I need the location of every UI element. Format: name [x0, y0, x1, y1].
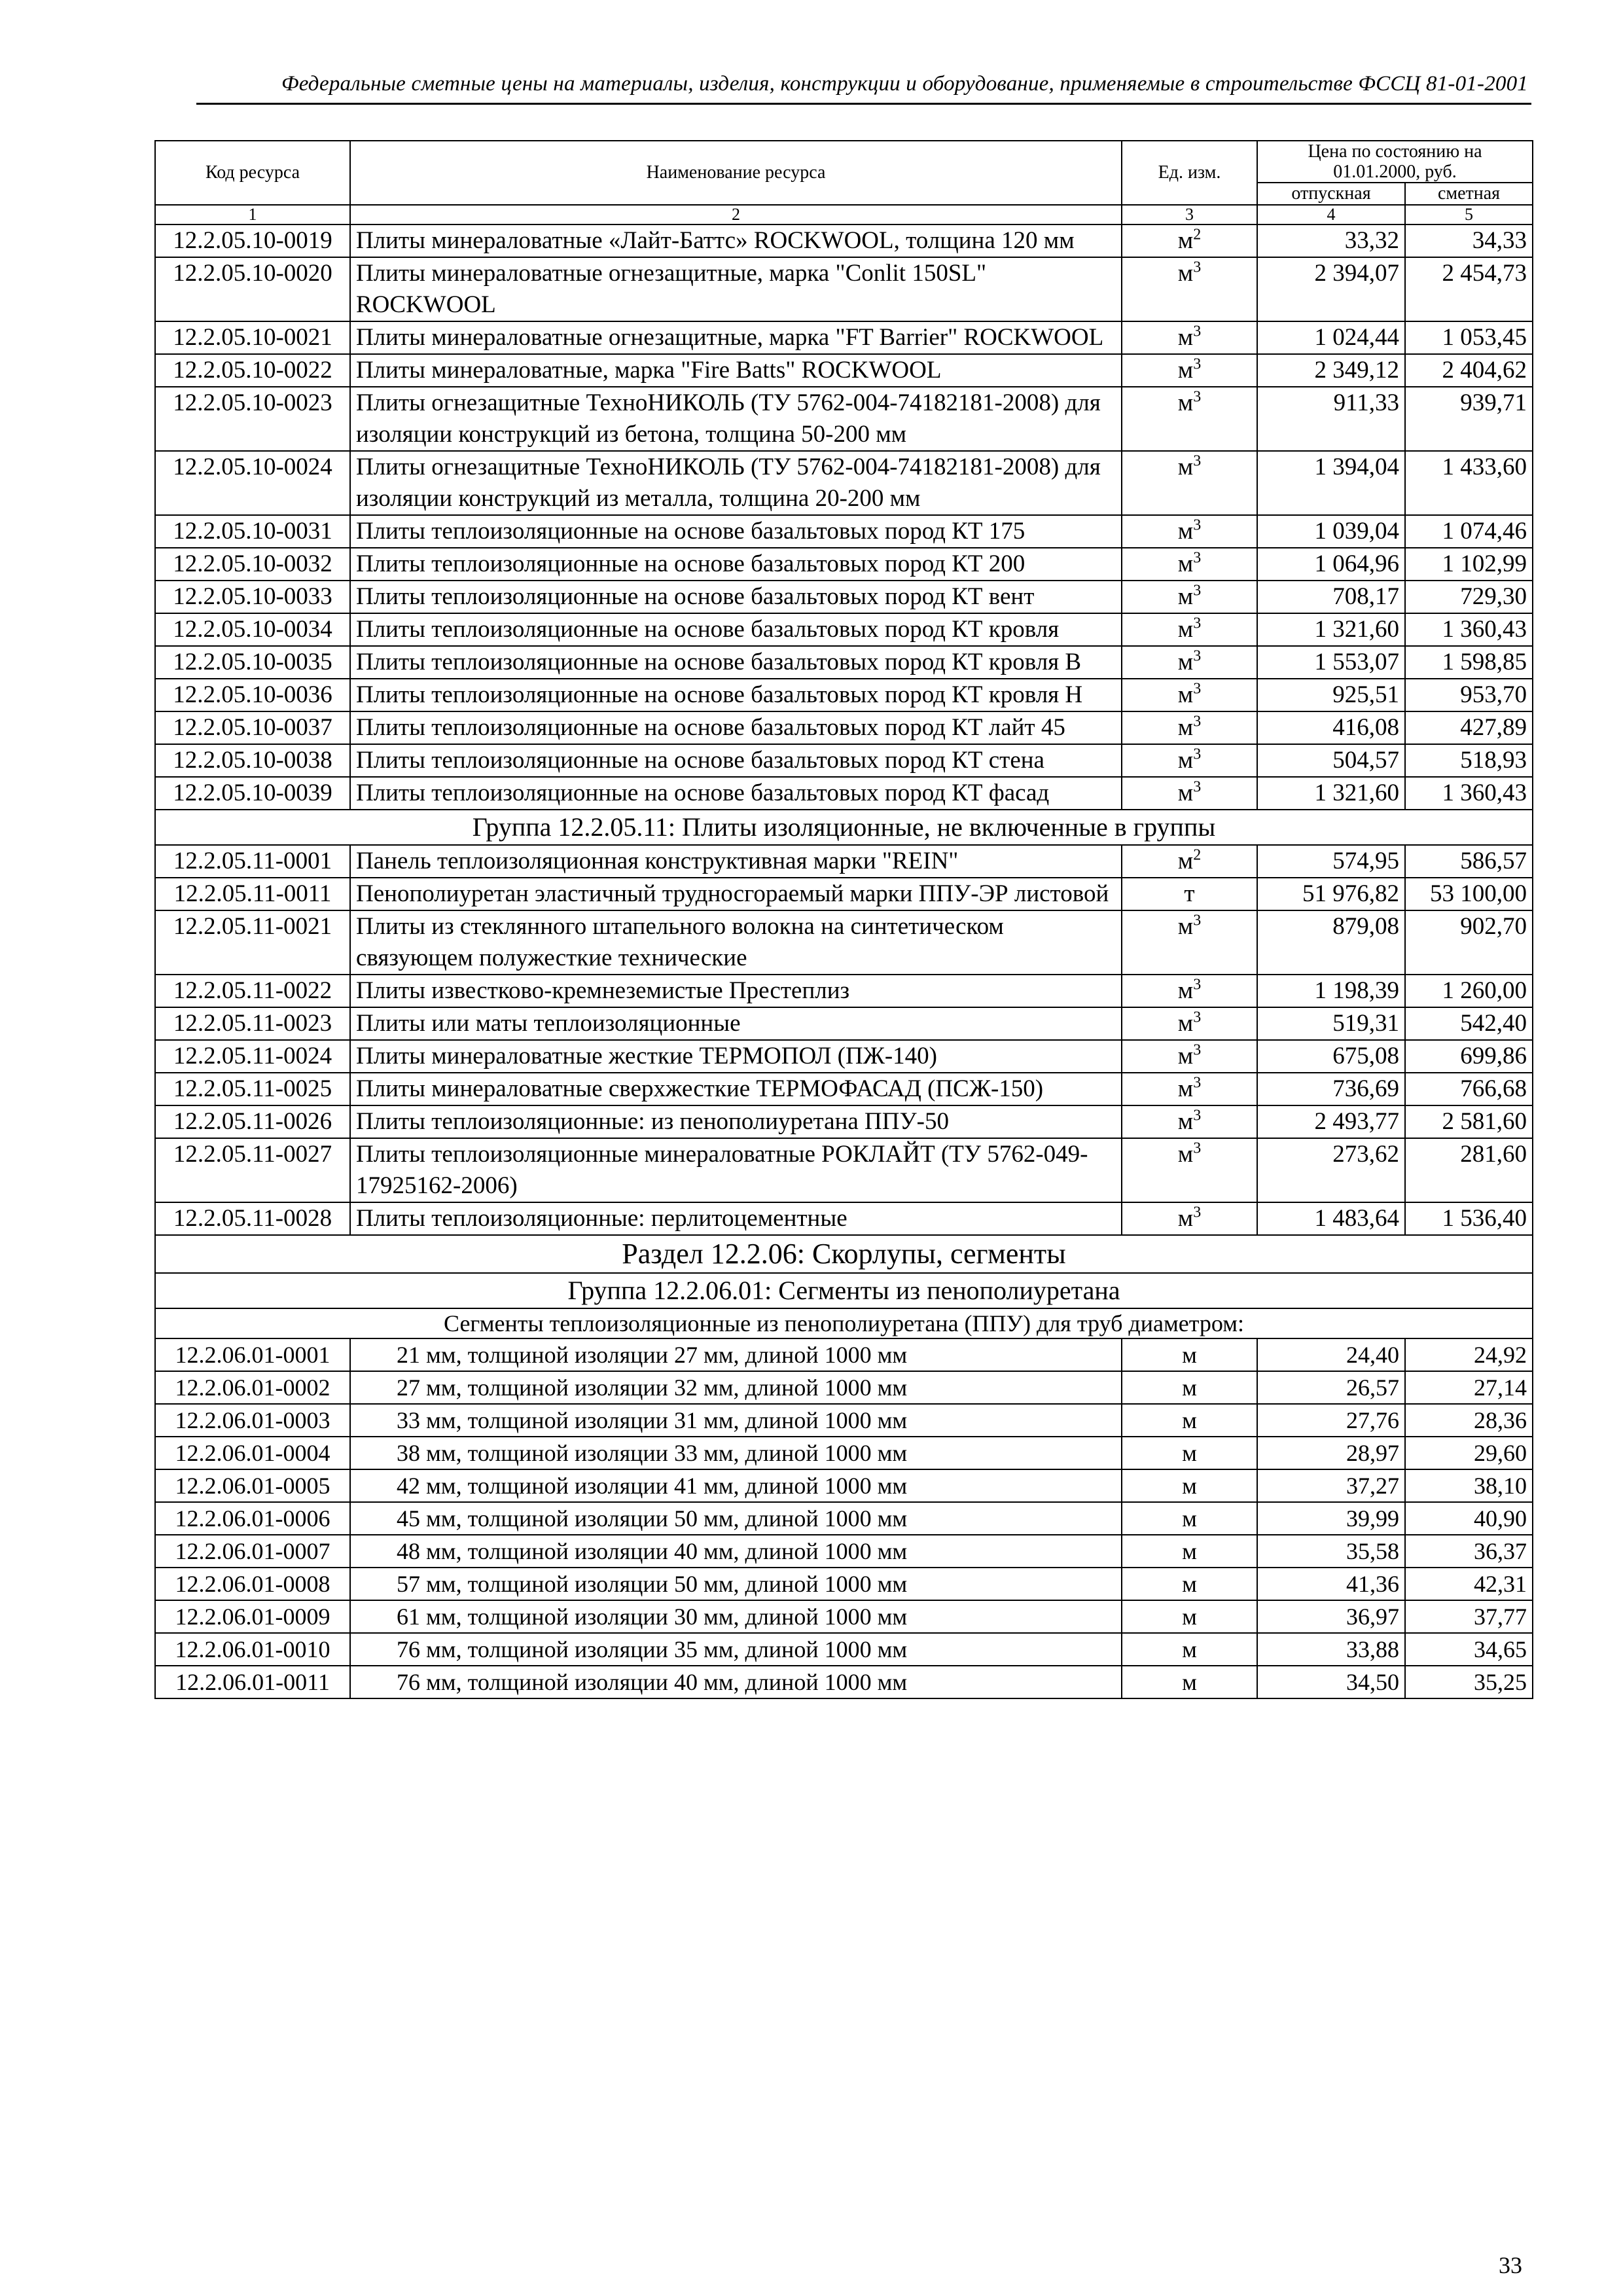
- price-release: 26,57: [1257, 1371, 1405, 1404]
- group-heading: Группа 12.2.06.01: Сегменты из пенополиуретана: [155, 1273, 1533, 1308]
- resource-code: 12.2.05.10-0020: [155, 257, 350, 321]
- price-estimate: 1 260,00: [1405, 975, 1533, 1007]
- unit-base: м: [1177, 1010, 1194, 1037]
- resource-name: Плиты теплоизоляционные на основе базальтовых пород КТ 175: [350, 515, 1122, 548]
- unit-base: м: [1177, 389, 1194, 416]
- unit-cell: м: [1122, 1404, 1257, 1437]
- price-release: 2 349,12: [1257, 354, 1405, 387]
- table-row: [155, 613, 1533, 646]
- resource-name: Плиты теплоизоляционные на основе базальтовых пород КТ лайт 45: [350, 711, 1122, 744]
- rows-block-c: [155, 1338, 1533, 1698]
- resource-code: 12.2.05.11-0021: [155, 910, 350, 975]
- table-row: [155, 1437, 1533, 1469]
- resource-code: 12.2.05.10-0038: [155, 744, 350, 777]
- unit-base: м: [1177, 227, 1194, 254]
- resource-code: 12.2.06.01-0006: [155, 1502, 350, 1535]
- unit-exponent: 3: [1193, 582, 1202, 600]
- price-estimate: 38,10: [1405, 1469, 1533, 1502]
- unit-cell: [1122, 711, 1257, 744]
- price-estimate: 37,77: [1405, 1600, 1533, 1633]
- table-row: [155, 1105, 1533, 1138]
- unit-base: м: [1177, 550, 1194, 577]
- price-estimate: 36,37: [1405, 1535, 1533, 1568]
- column-numbers-row: [155, 205, 1533, 224]
- unit-exponent: 3: [1193, 388, 1202, 406]
- unit-base: м: [1177, 1075, 1194, 1102]
- price-release: 36,97: [1257, 1600, 1405, 1633]
- header-price-group: Цена по состоянию на 01.01.2000, руб.: [1257, 141, 1533, 183]
- price-release: 879,08: [1257, 910, 1405, 975]
- column-number: 2: [350, 205, 1122, 224]
- unit-cell: [1122, 257, 1257, 321]
- resource-code: 12.2.05.10-0033: [155, 581, 350, 613]
- page-number: 33: [1499, 2252, 1522, 2278]
- resource-name: Панель теплоизоляционная конструктивная марки "REIN": [350, 845, 1122, 878]
- table-row: [155, 1633, 1533, 1666]
- unit-exponent: 3: [1193, 976, 1202, 994]
- unit-cell: [1122, 777, 1257, 810]
- unit-cell: [1122, 515, 1257, 548]
- resource-name: Плиты теплоизоляционные на основе базальтовых пород КТ кровля Н: [350, 679, 1122, 711]
- unit-cell: [1122, 646, 1257, 679]
- price-release: 27,76: [1257, 1404, 1405, 1437]
- unit-exponent: 3: [1193, 452, 1202, 470]
- table-row: [155, 777, 1533, 810]
- price-release: 675,08: [1257, 1040, 1405, 1073]
- price-estimate: 2 404,62: [1405, 354, 1533, 387]
- unit-exponent: 2: [1193, 846, 1202, 864]
- price-estimate: 1 102,99: [1405, 548, 1533, 581]
- unit-cell: [1122, 581, 1257, 613]
- table-row: [155, 646, 1533, 679]
- price-release: 1 553,07: [1257, 646, 1405, 679]
- unit-cell: [1122, 613, 1257, 646]
- price-release: 1 483,64: [1257, 1202, 1405, 1235]
- unit-base: м: [1177, 357, 1194, 384]
- table-row: [155, 711, 1533, 744]
- price-estimate: 29,60: [1405, 1437, 1533, 1469]
- resource-code: 12.2.05.10-0037: [155, 711, 350, 744]
- resource-name: Плиты минераловатные «Лайт-Баттс» ROCKWOOL, толщина 120 мм: [350, 224, 1122, 257]
- price-estimate: 1 536,40: [1405, 1202, 1533, 1235]
- table-header: [155, 141, 1533, 224]
- resource-code: 12.2.05.10-0022: [155, 354, 350, 387]
- resource-name: Плиты огнезащитные ТехноНИКОЛЬ (ТУ 5762-004-74182181-2008) для изоляции конструкций из металла, толщина 20-200 мм: [350, 451, 1122, 515]
- price-release: 1 039,04: [1257, 515, 1405, 548]
- resource-name: Плиты теплоизоляционные на основе базальтовых пород КТ стена: [350, 744, 1122, 777]
- table-row: [155, 1371, 1533, 1404]
- unit-exponent: 3: [1193, 1009, 1202, 1026]
- price-estimate: 2 581,60: [1405, 1105, 1533, 1138]
- unit-cell: [1122, 321, 1257, 354]
- column-number: 1: [155, 205, 350, 224]
- resource-name: Плиты минераловатные сверхжесткие ТЕРМОФАСАД (ПСЖ-150): [350, 1073, 1122, 1105]
- table-row: [155, 1502, 1533, 1535]
- unit-base: м: [1177, 324, 1194, 351]
- price-estimate: 42,31: [1405, 1568, 1533, 1600]
- unit-exponent: 3: [1193, 1041, 1202, 1059]
- price-release: 736,69: [1257, 1073, 1405, 1105]
- price-release: 1 321,60: [1257, 777, 1405, 810]
- price-release: 34,50: [1257, 1666, 1405, 1698]
- price-estimate: 427,89: [1405, 711, 1533, 744]
- table-row: [155, 1568, 1533, 1600]
- unit-exponent: 3: [1193, 355, 1202, 373]
- unit-cell: м: [1122, 1437, 1257, 1469]
- resource-code: 12.2.06.01-0003: [155, 1404, 350, 1437]
- unit-exponent: 3: [1193, 615, 1202, 632]
- price-estimate: 518,93: [1405, 744, 1533, 777]
- resource-code: 12.2.06.01-0011: [155, 1666, 350, 1698]
- resource-name: Плиты минераловатные огнезащитные, марка "Conlit 150SL" ROCKWOOL: [350, 257, 1122, 321]
- unit-base: м: [1177, 616, 1194, 643]
- resource-name: Пенополиуретан эластичный трудносгораемый марки ППУ-ЭР листовой: [350, 878, 1122, 910]
- resource-name: Плиты теплоизоляционные на основе базальтовых пород КТ 200: [350, 548, 1122, 581]
- price-release: 1 394,04: [1257, 451, 1405, 515]
- unit-exponent: 3: [1193, 1204, 1202, 1221]
- resource-code: 12.2.06.01-0001: [155, 1338, 350, 1371]
- resource-name: Плиты минераловатные жесткие ТЕРМОПОЛ (ПЖ-140): [350, 1040, 1122, 1073]
- resource-code: 12.2.05.11-0022: [155, 975, 350, 1007]
- unit-base: м: [1177, 780, 1194, 806]
- price-release: 519,31: [1257, 1007, 1405, 1040]
- unit-cell: м: [1122, 1535, 1257, 1568]
- table-row: [155, 1404, 1533, 1437]
- unit-base: м: [1177, 714, 1194, 741]
- price-release: 35,58: [1257, 1535, 1405, 1568]
- header-divider: [196, 103, 1531, 105]
- price-estimate: 28,36: [1405, 1404, 1533, 1437]
- price-estimate: 35,25: [1405, 1666, 1533, 1698]
- unit-cell: [1122, 744, 1257, 777]
- price-estimate: 953,70: [1405, 679, 1533, 711]
- table-row: [155, 354, 1533, 387]
- resource-code: 12.2.06.01-0008: [155, 1568, 350, 1600]
- unit-cell: м: [1122, 1568, 1257, 1600]
- resource-code: 12.2.05.11-0026: [155, 1105, 350, 1138]
- resource-name: 76 мм, толщиной изоляции 35 мм, длиной 1000 мм: [350, 1633, 1122, 1666]
- resource-code: 12.2.05.11-0001: [155, 845, 350, 878]
- resource-name: 21 мм, толщиной изоляции 27 мм, длиной 1000 мм: [350, 1338, 1122, 1371]
- resource-code: 12.2.05.11-0028: [155, 1202, 350, 1235]
- rows-block-b: [155, 845, 1533, 1235]
- resource-name: Плиты из стеклянного штапельного волокна на синтетическом связующем полужесткие технические: [350, 910, 1122, 975]
- table-row: [155, 451, 1533, 515]
- table-row: [155, 1073, 1533, 1105]
- resource-code: 12.2.05.10-0019: [155, 224, 350, 257]
- unit-cell: [1122, 1073, 1257, 1105]
- unit-cell: [1122, 878, 1257, 910]
- resource-code: 12.2.06.01-0010: [155, 1633, 350, 1666]
- unit-cell: [1122, 224, 1257, 257]
- price-release: 2 394,07: [1257, 257, 1405, 321]
- unit-exponent: 3: [1193, 745, 1202, 763]
- column-number: 4: [1257, 205, 1405, 224]
- unit-cell: м: [1122, 1666, 1257, 1698]
- unit-exponent: 3: [1193, 1074, 1202, 1092]
- table-row: [155, 679, 1533, 711]
- resource-code: 12.2.05.11-0011: [155, 878, 350, 910]
- unit-base: м: [1177, 1043, 1194, 1069]
- table-row: [155, 1138, 1533, 1202]
- unit-cell: [1122, 1202, 1257, 1235]
- price-estimate: 542,40: [1405, 1007, 1533, 1040]
- table-row: [155, 1202, 1533, 1235]
- group-heading: Группа 12.2.05.11: Плиты изоляционные, не включенные в группы: [155, 810, 1533, 845]
- price-release: 1 064,96: [1257, 548, 1405, 581]
- header-price-release: отпускная: [1257, 183, 1405, 205]
- group-heading-block: [155, 810, 1533, 845]
- resource-name: Плиты теплоизоляционные: перлитоцементные: [350, 1202, 1122, 1235]
- resource-code: 12.2.05.10-0021: [155, 321, 350, 354]
- resource-name: 48 мм, толщиной изоляции 40 мм, длиной 1000 мм: [350, 1535, 1122, 1568]
- unit-exponent: 3: [1193, 912, 1202, 929]
- unit-base: м: [1177, 1108, 1194, 1135]
- price-release: 504,57: [1257, 744, 1405, 777]
- price-estimate: 40,90: [1405, 1502, 1533, 1535]
- resource-code: 12.2.06.01-0007: [155, 1535, 350, 1568]
- resource-name: Плиты теплоизоляционные на основе базальтовых пород КТ кровля В: [350, 646, 1122, 679]
- unit-cell: [1122, 387, 1257, 451]
- price-release: 51 976,82: [1257, 878, 1405, 910]
- price-estimate: 1 074,46: [1405, 515, 1533, 548]
- unit-cell: [1122, 1007, 1257, 1040]
- unit-cell: м: [1122, 1371, 1257, 1404]
- unit-cell: [1122, 845, 1257, 878]
- unit-base: м: [1177, 848, 1194, 874]
- table-row: [155, 581, 1533, 613]
- resource-code: 12.2.05.10-0034: [155, 613, 350, 646]
- unit-base: м: [1177, 518, 1194, 545]
- resource-name: Плиты теплоизоляционные на основе базальтовых пород КТ вент: [350, 581, 1122, 613]
- resource-code: 12.2.05.10-0039: [155, 777, 350, 810]
- price-estimate: 27,14: [1405, 1371, 1533, 1404]
- price-release: 41,36: [1257, 1568, 1405, 1600]
- table-row: [155, 1007, 1533, 1040]
- resource-code: 12.2.05.10-0031: [155, 515, 350, 548]
- unit-cell: [1122, 679, 1257, 711]
- table-row: [155, 1600, 1533, 1633]
- resource-name: Плиты огнезащитные ТехноНИКОЛЬ (ТУ 5762-004-74182181-2008) для изоляции конструкций из бетона, толщина 50-200 мм: [350, 387, 1122, 451]
- table-row: [155, 845, 1533, 878]
- price-release: 28,97: [1257, 1437, 1405, 1469]
- price-estimate: 586,57: [1405, 845, 1533, 878]
- unit-exponent: 3: [1193, 1107, 1202, 1124]
- price-release: 1 198,39: [1257, 975, 1405, 1007]
- price-release: 925,51: [1257, 679, 1405, 711]
- unit-base: м: [1177, 913, 1194, 940]
- price-estimate: 53 100,00: [1405, 878, 1533, 910]
- page-header: Федеральные сметные цены на материалы, изделия, конструкции и оборудование, применяемые в строительстве ФССЦ 81-01-2001: [281, 72, 1528, 96]
- unit-exponent: 3: [1193, 1139, 1202, 1157]
- resource-name: 45 мм, толщиной изоляции 50 мм, длиной 1000 мм: [350, 1502, 1122, 1535]
- unit-exponent: 3: [1193, 647, 1202, 665]
- resource-name: 33 мм, толщиной изоляции 31 мм, длиной 1000 мм: [350, 1404, 1122, 1437]
- unit-cell: м: [1122, 1633, 1257, 1666]
- unit-base: т: [1184, 880, 1195, 907]
- unit-base: м: [1177, 649, 1194, 675]
- resource-code: 12.2.05.10-0023: [155, 387, 350, 451]
- unit-cell: [1122, 910, 1257, 975]
- unit-exponent: 3: [1193, 713, 1202, 730]
- header-name: Наименование ресурса: [350, 141, 1122, 205]
- resource-name: Плиты теплоизоляционные: из пенополиуретана ППУ-50: [350, 1105, 1122, 1138]
- resource-name: Плиты теплоизоляционные на основе базальтовых пород КТ фасад: [350, 777, 1122, 810]
- price-estimate: 24,92: [1405, 1338, 1533, 1371]
- price-release: 33,32: [1257, 224, 1405, 257]
- price-estimate: 766,68: [1405, 1073, 1533, 1105]
- unit-exponent: 3: [1193, 778, 1202, 796]
- unit-cell: м: [1122, 1469, 1257, 1502]
- resource-name: Плиты теплоизоляционные на основе базальтовых пород КТ кровля: [350, 613, 1122, 646]
- price-estimate: 34,65: [1405, 1633, 1533, 1666]
- section-heading-block: [155, 1235, 1533, 1338]
- unit-base: м: [1177, 583, 1194, 610]
- price-estimate: 34,33: [1405, 224, 1533, 257]
- price-estimate: 902,70: [1405, 910, 1533, 975]
- price-estimate: 1 053,45: [1405, 321, 1533, 354]
- unit-base: м: [1177, 454, 1194, 480]
- column-number: 3: [1122, 205, 1257, 224]
- resource-name: 38 мм, толщиной изоляции 33 мм, длиной 1000 мм: [350, 1437, 1122, 1469]
- price-release: 39,99: [1257, 1502, 1405, 1535]
- table-row: [155, 1040, 1533, 1073]
- table-row: [155, 744, 1533, 777]
- price-release: 2 493,77: [1257, 1105, 1405, 1138]
- resource-code: 12.2.05.10-0032: [155, 548, 350, 581]
- price-estimate: 939,71: [1405, 387, 1533, 451]
- resource-name: Плиты минераловатные огнезащитные, марка "FT Barrier" ROCKWOOL: [350, 321, 1122, 354]
- unit-cell: [1122, 1040, 1257, 1073]
- unit-base: м: [1177, 260, 1194, 287]
- table-row: [155, 548, 1533, 581]
- price-release: 708,17: [1257, 581, 1405, 613]
- price-release: 37,27: [1257, 1469, 1405, 1502]
- table-row: [155, 878, 1533, 910]
- table-row: [155, 1469, 1533, 1502]
- unit-cell: м: [1122, 1338, 1257, 1371]
- price-estimate: 281,60: [1405, 1138, 1533, 1202]
- table-row: [155, 1666, 1533, 1698]
- unit-exponent: 3: [1193, 516, 1202, 534]
- table-row: [155, 910, 1533, 975]
- resource-code: 12.2.06.01-0004: [155, 1437, 350, 1469]
- table-row: [155, 387, 1533, 451]
- price-estimate: 1 433,60: [1405, 451, 1533, 515]
- header-unit: Ед. изм.: [1122, 141, 1257, 205]
- price-release: 33,88: [1257, 1633, 1405, 1666]
- resource-code: 12.2.06.01-0005: [155, 1469, 350, 1502]
- unit-base: м: [1177, 977, 1194, 1004]
- table-row: [155, 257, 1533, 321]
- price-table: [154, 140, 1533, 1699]
- unit-cell: м: [1122, 1502, 1257, 1535]
- price-estimate: 699,86: [1405, 1040, 1533, 1073]
- price-release: 416,08: [1257, 711, 1405, 744]
- resource-code: 12.2.05.11-0025: [155, 1073, 350, 1105]
- resource-name: 61 мм, толщиной изоляции 30 мм, длиной 1000 мм: [350, 1600, 1122, 1633]
- column-number: 5: [1405, 205, 1533, 224]
- unit-base: м: [1177, 681, 1194, 708]
- unit-cell: м: [1122, 1600, 1257, 1633]
- unit-exponent: 3: [1193, 680, 1202, 698]
- resource-name: Плиты известково-кремнеземистые Престеплиз: [350, 975, 1122, 1007]
- resource-code: 12.2.05.11-0023: [155, 1007, 350, 1040]
- resource-name: Плиты или маты теплоизоляционные: [350, 1007, 1122, 1040]
- table-row: [155, 1338, 1533, 1371]
- unit-exponent: 3: [1193, 323, 1202, 340]
- table-row: [155, 975, 1533, 1007]
- unit-exponent: 2: [1193, 226, 1202, 243]
- resource-name: 42 мм, толщиной изоляции 41 мм, длиной 1000 мм: [350, 1469, 1122, 1502]
- unit-cell: [1122, 548, 1257, 581]
- resource-name: Плиты минераловатные, марка "Fire Batts" ROCKWOOL: [350, 354, 1122, 387]
- unit-cell: [1122, 451, 1257, 515]
- resource-code: 12.2.06.01-0009: [155, 1600, 350, 1633]
- unit-cell: [1122, 1105, 1257, 1138]
- resource-code: 12.2.05.10-0035: [155, 646, 350, 679]
- resource-name: Плиты теплоизоляционные минераловатные РОКЛАЙТ (ТУ 5762-049-17925162-2006): [350, 1138, 1122, 1202]
- unit-base: м: [1177, 747, 1194, 774]
- price-estimate: 1 360,43: [1405, 613, 1533, 646]
- unit-cell: [1122, 1138, 1257, 1202]
- resource-code: 12.2.05.10-0036: [155, 679, 350, 711]
- price-estimate: 1 360,43: [1405, 777, 1533, 810]
- resource-name: 27 мм, толщиной изоляции 32 мм, длиной 1000 мм: [350, 1371, 1122, 1404]
- unit-base: м: [1177, 1205, 1194, 1232]
- table-row: [155, 515, 1533, 548]
- unit-exponent: 3: [1193, 259, 1202, 276]
- price-release: 273,62: [1257, 1138, 1405, 1202]
- table-row: [155, 321, 1533, 354]
- header-code: Код ресурса: [155, 141, 350, 205]
- subheading: Сегменты теплоизоляционные из пенополиуретана (ППУ) для труб диаметром:: [155, 1308, 1533, 1338]
- price-estimate: 2 454,73: [1405, 257, 1533, 321]
- price-release: 24,40: [1257, 1338, 1405, 1371]
- rows-block-a: [155, 224, 1533, 810]
- price-release: 1 321,60: [1257, 613, 1405, 646]
- price-estimate: 1 598,85: [1405, 646, 1533, 679]
- unit-base: м: [1177, 1141, 1194, 1168]
- resource-name: 57 мм, толщиной изоляции 50 мм, длиной 1000 мм: [350, 1568, 1122, 1600]
- unit-cell: [1122, 354, 1257, 387]
- unit-cell: [1122, 975, 1257, 1007]
- price-release: 574,95: [1257, 845, 1405, 878]
- resource-code: 12.2.05.11-0024: [155, 1040, 350, 1073]
- resource-code: 12.2.05.11-0027: [155, 1138, 350, 1202]
- table-row: [155, 224, 1533, 257]
- price-release: 1 024,44: [1257, 321, 1405, 354]
- resource-code: 12.2.06.01-0002: [155, 1371, 350, 1404]
- section-heading: Раздел 12.2.06: Скорлупы, сегменты: [155, 1235, 1533, 1273]
- unit-exponent: 3: [1193, 549, 1202, 567]
- header-price-estimate: сметная: [1405, 183, 1533, 205]
- price-estimate: 729,30: [1405, 581, 1533, 613]
- table-row: [155, 1535, 1533, 1568]
- resource-name: 76 мм, толщиной изоляции 40 мм, длиной 1000 мм: [350, 1666, 1122, 1698]
- price-release: 911,33: [1257, 387, 1405, 451]
- resource-code: 12.2.05.10-0024: [155, 451, 350, 515]
